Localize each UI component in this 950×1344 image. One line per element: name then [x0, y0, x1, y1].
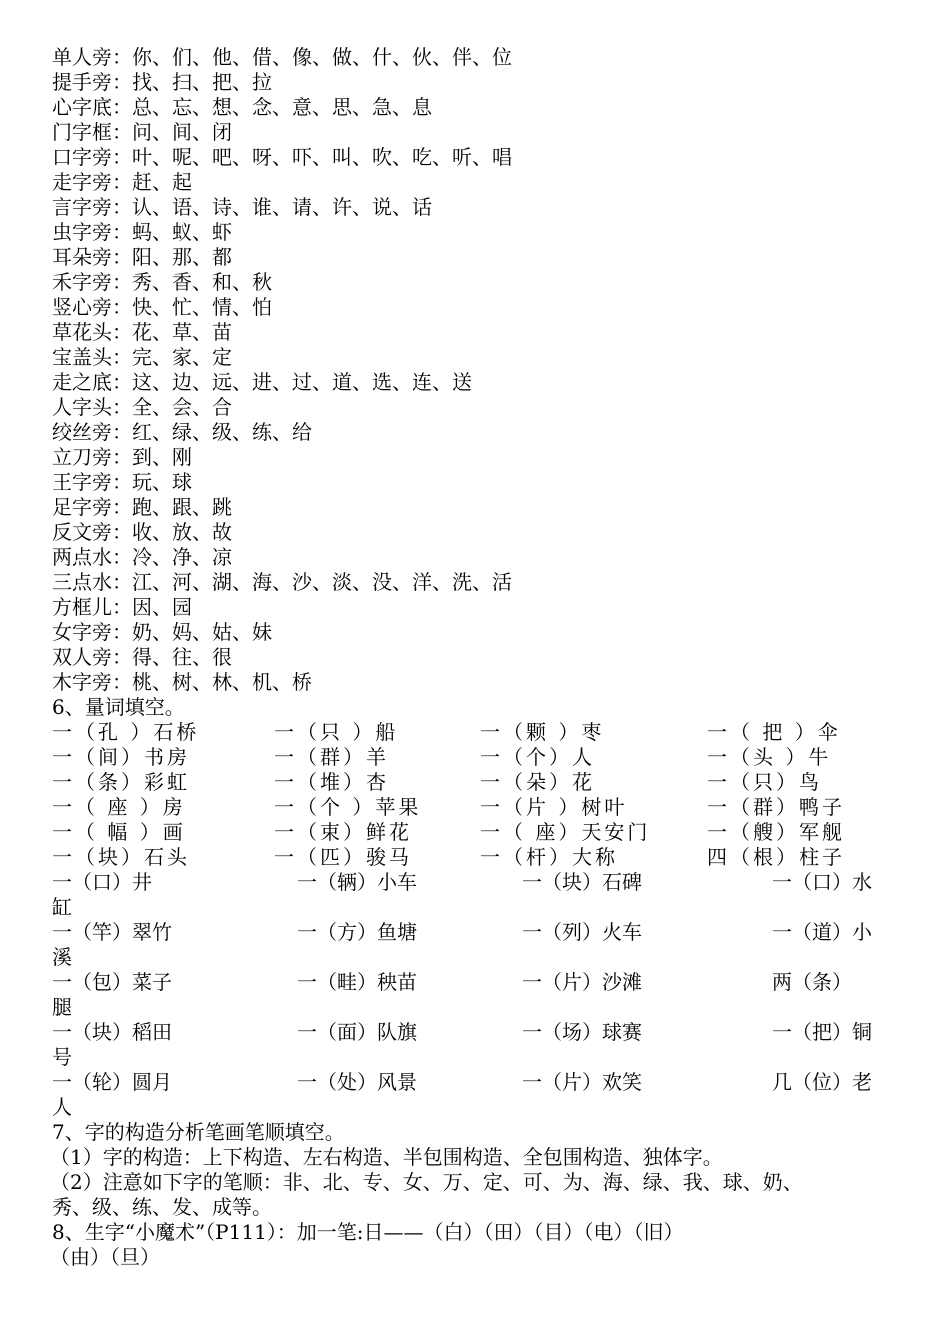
measure-word-row [52, 1020, 890, 1070]
measure-word-wrap-tail: 腿 [52, 995, 72, 1019]
measure-word-wrap-tail: 溪 [52, 945, 72, 969]
measure-word-item: 两（条） [772, 970, 852, 994]
radical-line: 虫字旁：蚂、蚁、虾 [52, 220, 232, 244]
measure-word-item: 几（位）老 [772, 1070, 872, 1094]
measure-word-item: 一（只 ）船 [274, 720, 399, 744]
measure-word-item: 一（竿）翠竹 [52, 920, 172, 944]
radical-line: 言字旁：认、语、诗、谁、请、许、说、话 [52, 195, 432, 219]
measure-word-grid [52, 720, 890, 870]
radical-line: 禾字旁：秀、香、和、秋 [52, 270, 272, 294]
section-7-item-2-line-2: 秀、级、练、发、成等。 [52, 1195, 272, 1219]
radical-line: 立刀旁：到、刚 [52, 445, 192, 469]
measure-word-item: 一（轮）圆月 [52, 1070, 172, 1094]
measure-word-item: 一（场）球赛 [522, 1020, 642, 1044]
measure-word-row [52, 920, 890, 970]
radical-line: 耳朵旁：阳、那、都 [52, 245, 232, 269]
measure-word-item: 一（包）菜子 [52, 970, 172, 994]
measure-word-item: 一（口）水 [772, 870, 872, 894]
measure-word-item: 一（颗 ）枣 [480, 720, 605, 744]
measure-word-row [52, 745, 890, 770]
measure-word-item: 一（块）石头 [52, 845, 190, 869]
radical-line: 竖心旁：快、忙、情、怕 [52, 295, 272, 319]
measure-word-item: 一（间）书房 [52, 745, 190, 769]
radical-line: 王字旁：玩、球 [52, 470, 192, 494]
section-6-title: 6、量词填空。 [52, 695, 185, 719]
measure-word-row [52, 820, 890, 845]
measure-word-row [52, 770, 890, 795]
radical-line: 门字框：问、间、闭 [52, 120, 232, 144]
radical-line: 三点水：江、河、湖、海、沙、淡、没、洋、洗、活 [52, 570, 512, 594]
radical-line: 反文旁：收、放、故 [52, 520, 232, 544]
measure-word-row [52, 845, 890, 870]
measure-word-row [52, 720, 890, 745]
measure-word-item: 一（个）人 [480, 745, 595, 769]
measure-word-item: 一（头 ）牛 [707, 745, 832, 769]
measure-word-item: 一（堆）杏 [274, 770, 389, 794]
section-8-line-1: 8、生字“小魔术”（P111）：加一笔:日——（白）（田）（目）（电）（旧） [52, 1220, 684, 1244]
radical-line: 口字旁：叶、呢、吧、呀、吓、叫、吹、吃、听、唱 [52, 145, 512, 169]
measure-word-item: 一（辆）小车 [297, 870, 417, 894]
measure-word-item: 一（畦）秧苗 [297, 970, 417, 994]
measure-word-item: 一（道）小 [772, 920, 872, 944]
radical-line: 单人旁：你、们、他、借、像、做、什、伙、伴、位 [52, 45, 512, 69]
measure-word-row [52, 970, 890, 1020]
radical-line: 双人旁：得、往、很 [52, 645, 232, 669]
measure-word-item: 一（片）欢笑 [522, 1070, 642, 1094]
measure-word-item: 一（面）队旗 [297, 1020, 417, 1044]
measure-word-item: 一（匹）骏马 [274, 845, 412, 869]
measure-word-item: 一（个 ）苹果 [274, 795, 422, 819]
radical-line: 绞丝旁：红、绿、级、练、给 [52, 420, 312, 444]
section-7-title: 7、字的构造分析笔画笔顺填空。 [52, 1120, 345, 1144]
section-7-item-2-line-1: （2）注意如下字的笔顺：非、北、专、女、万、定、可、为、海、绿、我、球、奶、 [50, 1170, 803, 1194]
measure-word-item: 一（片）沙滩 [522, 970, 642, 994]
measure-word-item: 一（朵）花 [480, 770, 595, 794]
measure-word-item: 一（ 座 ）房 [52, 795, 186, 819]
measure-word-item: 一（片 ）树叶 [480, 795, 628, 819]
measure-word-item: 一（列）火车 [522, 920, 642, 944]
measure-word-item: 一（只）鸟 [707, 770, 822, 794]
document-page [52, 45, 890, 1270]
measure-word-row [52, 795, 890, 820]
measure-word-item: 一（艘）军舰 [707, 820, 845, 844]
measure-word-item: 一（孔 ）石桥 [52, 720, 200, 744]
radical-list [52, 45, 890, 695]
measure-word-row [52, 1070, 890, 1120]
radical-line: 走之底：这、边、远、进、过、道、选、连、送 [52, 370, 472, 394]
measure-word-item: 一（群）羊 [274, 745, 389, 769]
radical-line: 草花头：花、草、苗 [52, 320, 232, 344]
radical-line: 方框儿：因、园 [52, 595, 192, 619]
radical-line: 两点水：冷、净、凉 [52, 545, 232, 569]
section-8-line-2: （由）（旦） [50, 1245, 160, 1269]
radical-line: 宝盖头：完、家、定 [52, 345, 232, 369]
measure-word-item: 一（ 把 ）伞 [707, 720, 841, 744]
radical-line: 足字旁：跑、跟、跳 [52, 495, 232, 519]
measure-word-wrap-tail: 缸 [52, 895, 72, 919]
measure-word-item: 一（杆）大称 [480, 845, 618, 869]
measure-word-wrap-tail: 人 [52, 1095, 72, 1119]
measure-word-item: 一（条）彩虹 [52, 770, 190, 794]
radical-line: 提手旁：找、扫、把、拉 [52, 70, 272, 94]
measure-word-item: 一（处）风景 [297, 1070, 417, 1094]
measure-word-grid-wrapped [52, 870, 890, 1120]
radical-line: 女字旁：奶、妈、姑、妹 [52, 620, 272, 644]
measure-word-item: 一（ 幅 ）画 [52, 820, 186, 844]
section-7-item-1: （1）字的构造：上下构造、左右构造、半包围构造、全包围构造、独体字。 [50, 1145, 723, 1169]
radical-line: 走字旁：赶、起 [52, 170, 192, 194]
measure-word-item: 一（块）石碑 [522, 870, 642, 894]
radical-line: 人字头：全、会、合 [52, 395, 232, 419]
radical-line: 木字旁：桃、树、林、机、桥 [52, 670, 312, 694]
radical-line: 心字底：总、忘、想、念、意、思、急、息 [52, 95, 432, 119]
measure-word-item: 一（群）鸭子 [707, 795, 845, 819]
measure-word-item: 一（方）鱼塘 [297, 920, 417, 944]
measure-word-item: 一（口）井 [52, 870, 152, 894]
measure-word-item: 一（束）鲜花 [274, 820, 412, 844]
measure-word-item: 一（块）稻田 [52, 1020, 172, 1044]
measure-word-item: 四（根）柱子 [707, 845, 845, 869]
measure-word-item: 一（ 座）天安门 [480, 820, 651, 844]
measure-word-item: 一（把）铜 [772, 1020, 872, 1044]
measure-word-wrap-tail: 号 [52, 1045, 72, 1069]
measure-word-row [52, 870, 890, 920]
